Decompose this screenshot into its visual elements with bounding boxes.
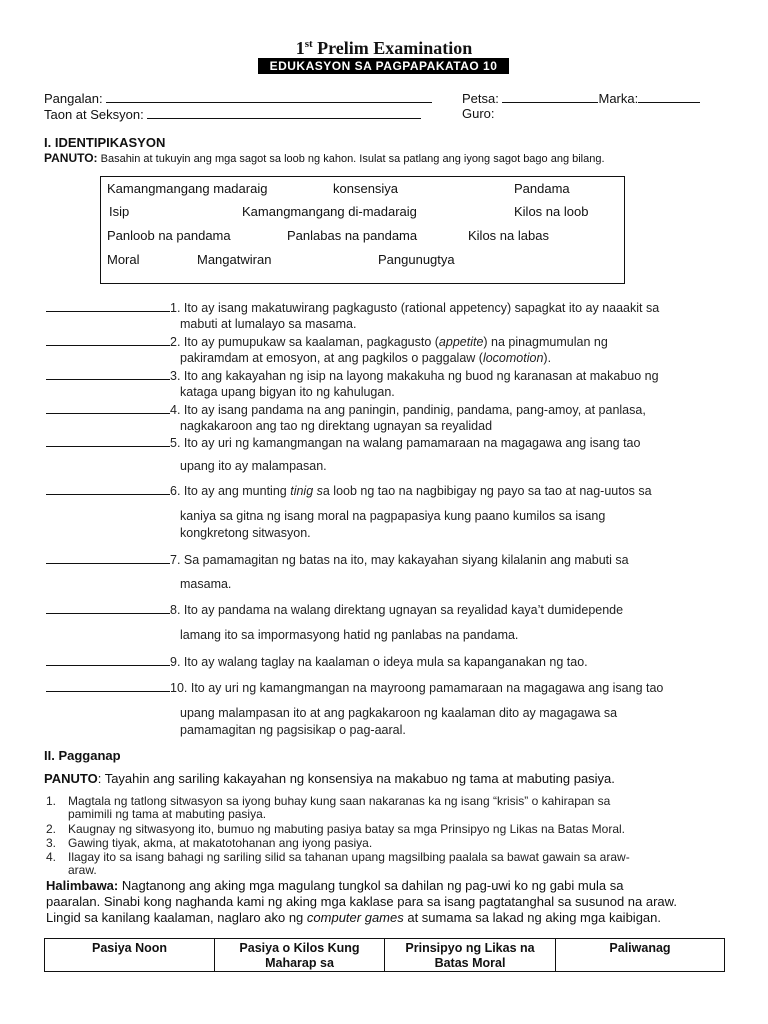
list-item-cont: araw. (68, 863, 97, 877)
name-label: Pangalan: (44, 91, 103, 106)
table-header: Prinsipyo ng Likas na Batas Moral (385, 939, 556, 971)
grade-label: Marka: (598, 91, 639, 106)
question-2: 2. Ito ay pumupukaw sa kaalaman, pagkagusto (appetite) na pinagmumulan ng (46, 334, 608, 349)
list-item: Magtala ng tatlong sitwasyon sa iyong buhay kung saan nakaranas ka ng isang “krisis” o kahirapan sa (68, 794, 611, 808)
answer-blank[interactable] (46, 654, 170, 666)
grade-blank[interactable] (638, 90, 700, 103)
question-3: 3. Ito ang kakayahan ng isip na layong makakuha ng buod ng karanasan at makabuo ng (46, 368, 659, 383)
question-3-cont: kataga upang bigyan ito ng kahulugan. (180, 385, 395, 399)
question-6-cont: kongkretong sitwasyon. (180, 526, 311, 540)
name-blank[interactable] (106, 90, 432, 103)
question-10-cont: pamamagitan ng pagsisikap o pag-aaral. (180, 723, 406, 737)
question-6: 6. Ito ay ang munting tinig sa loob ng tao na nagbibigay ng payo sa tao at nag-uutos sa (46, 483, 652, 498)
section-label: Taon at Seksyon: (44, 107, 144, 122)
word-item: Panloob na pandama (107, 228, 231, 243)
question-6-cont: kaniya sa gitna ng isang moral na pagpapasiya kung paano kumilos sa isang (180, 509, 606, 523)
question-8-cont: lamang ito sa impormasyong hatid ng panlabas na pandama. (180, 628, 519, 642)
word-item: konsensiya (333, 181, 399, 196)
answer-blank[interactable] (46, 483, 170, 495)
word-item: Pangunugtya (378, 252, 455, 267)
answer-blank[interactable] (46, 680, 170, 692)
word-item: Panlabas na pandama (287, 228, 418, 243)
question-10: 10. Ito ay uri ng kamangmangan na mayroong pamamaraan na magagawa ang isang tao (46, 680, 663, 695)
reflection-table (44, 938, 725, 972)
question-8: 8. Ito ay pandama na walang direktang ugnayan sa reyalidad kaya’t dumidepende (46, 602, 623, 617)
table-header: Pasiya o Kilos Kung Maharap sa (215, 939, 385, 971)
section2-instructions: PANUTO: Tayahin ang sariling kakayahan ng konsensiya na makabuo ng tama at mabuting pasiya. (44, 771, 615, 786)
example-paragraph-cont: paaralan. Sinabi kong naghanda kami ng aking mga kaklase para sa isang pagtatanghal sa susunod na araw. (46, 894, 677, 909)
question-1: 1. Ito ay isang makatuwirang pagkagusto (rational appetency) sapagkat ito ay naaakit sa (46, 300, 659, 315)
list-item-cont: pamimili ng tama at mabuting pasiya. (68, 807, 267, 821)
word-item: Isip (109, 204, 130, 219)
question-4: 4. Ito ay isang pandama na ang paningin, pandinig, pandama, pang-amoy, at panlasa, (46, 402, 646, 417)
section-blank[interactable] (147, 106, 421, 119)
answer-blank[interactable] (46, 402, 170, 414)
question-1-cont: mabuti at lumalayo sa masama. (180, 317, 357, 331)
word-item: Kamangmangang madaraig (107, 181, 268, 196)
word-item: Kilos na labas (468, 228, 549, 243)
word-item: Moral (107, 252, 140, 267)
answer-blank[interactable] (46, 368, 170, 380)
date-label: Petsa: (462, 91, 499, 106)
answer-blank[interactable] (46, 334, 170, 346)
section2-title: II. Pagganap (44, 748, 121, 763)
word-item: Pandama (514, 181, 570, 196)
answer-blank[interactable] (46, 300, 170, 312)
list-item: Ilagay ito sa isang bahagi ng sariling silid sa tahanan upang magsilbing paalala sa bawat gawain sa araw- (68, 850, 630, 864)
word-item: Kamangmangang di-madaraig (242, 204, 417, 219)
date-grade-field (462, 90, 700, 106)
question-5: 5. Ito ay uri ng kamangmangan na walang pamamaraan na magagawa ang isang tao (46, 435, 640, 450)
section1-instructions: PANUTO: Basahin at tukuyin ang mga sagot sa loob ng kahon. Isulat sa patlang ang iyong sagot bago ang bilang. (44, 151, 605, 165)
question-7-cont: masama. (180, 577, 232, 591)
question-7: 7. Sa pamamagitan ng batas na ito, may kakayahan siyang kilalanin ang mabuti sa (46, 552, 629, 567)
section-field (44, 106, 421, 122)
table-header: Paliwanag (609, 941, 671, 955)
name-field (44, 90, 432, 106)
table-header: Pasiya Noon (45, 939, 215, 971)
question-10-cont: upang malampasan ito at ang pagkakaroon ng kaalaman dito ay magagawa sa (180, 706, 618, 720)
teacher-label: Guro: (462, 106, 495, 121)
question-2-cont: pakiramdam at emosyon, at ang pagkilos o paggalaw (locomotion). (180, 351, 552, 365)
example-paragraph: Halimbawa: Nagtanong ang aking mga magulang tungkol sa dahilan ng pag-uwi ko ng gabi mula sa (46, 878, 624, 893)
answer-blank[interactable] (46, 602, 170, 614)
question-9: 9. Ito ay walang taglay na kaalaman o ideya mula sa kapanganakan ng tao. (46, 654, 588, 669)
teacher-field (462, 106, 495, 121)
list-item: Gawing tiyak, akma, at makatotohanan ang iyong pasiya. (68, 836, 373, 850)
example-paragraph-cont: Lingid sa kanilang kaalaman, naglaro ako ng computer games at sumama sa lakad ng aking mga kaibigan. (46, 910, 661, 925)
exam-title: 1st Prelim Examination (295, 38, 473, 58)
list-item: Kaugnay ng sitwasyong ito, bumuo ng mabuting pasiya batay sa mga Prinsipyo ng Likas na Batas Moral. (68, 822, 625, 836)
task-list: 1. Magtala ng tatlong sitwasyon sa iyong buhay kung saan nakaranas ka ng isang “krisis” o kahirapan sa pamimili ng tama at mabuting pasiya. 2. Kaugnay ng sitwasyong ito, bumuo ng mabuting pasiya batay sa mga Prinsipyo ng Likas na Batas Moral. 3. Gawing tiyak, akma, at makatotohanan ang iyong pasiya. 4. Ilagay ito sa isang bahagi ng sariling silid sa tahanan upang magsilbing paalala sa bawat gawain sa araw- araw. (46, 794, 630, 877)
answer-blank[interactable] (46, 435, 170, 447)
section1-title: I. IDENTIPIKASYON (44, 135, 166, 150)
subject-banner: EDUKASYON SA PAGPAPAKATAO 10 (258, 58, 509, 74)
question-5-cont: upang ito ay malampasan. (180, 459, 327, 473)
word-item: Mangatwiran (197, 252, 272, 267)
question-4-cont: nagkakaroon ang tao ng direktang ugnayan sa reyalidad (180, 419, 493, 433)
word-item: Kilos na loob (514, 204, 589, 219)
date-blank[interactable] (502, 90, 598, 103)
word-box (100, 176, 625, 284)
answer-blank[interactable] (46, 552, 170, 564)
